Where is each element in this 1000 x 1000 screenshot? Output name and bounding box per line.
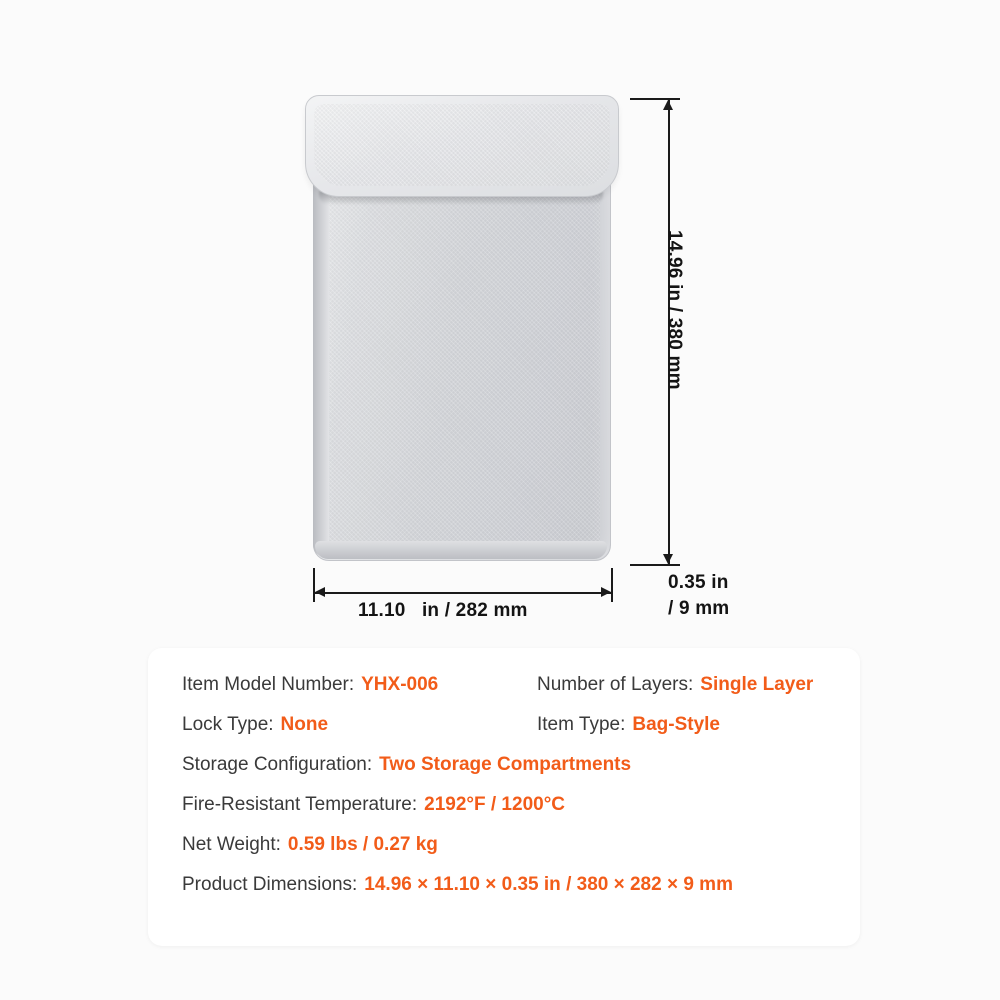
spec-number-of-layers — [537, 674, 813, 696]
fireproof-document-bag-image — [305, 95, 617, 565]
spec-label: Product Dimensions: — [182, 874, 358, 895]
width-dimension-value: 11.10 — [358, 600, 406, 621]
spec-value: 2192°F / 1200°C — [424, 794, 566, 815]
specification-card — [148, 648, 860, 946]
width-dimension-tick-right — [611, 568, 613, 602]
width-arrow-right-icon — [601, 587, 611, 597]
spec-row — [182, 834, 826, 856]
spec-storage-configuration — [182, 754, 631, 776]
spec-lock-type — [182, 714, 537, 736]
width-arrow-left-icon — [315, 587, 325, 597]
spec-value: 0.59 lbs / 0.27 kg — [287, 834, 438, 855]
height-arrow-down-icon — [663, 554, 673, 564]
spec-value: Bag-Style — [632, 714, 720, 735]
spec-row — [182, 874, 826, 896]
thickness-dimension-label — [668, 570, 778, 621]
spec-label: Item Model Number: — [182, 674, 355, 695]
spec-label: Fire-Resistant Temperature: — [182, 794, 418, 815]
spec-row — [182, 794, 826, 816]
height-dimension-label: 14.96 in / 380 mm — [664, 230, 685, 390]
width-dimension-label — [358, 600, 528, 622]
spec-value: None — [280, 714, 329, 735]
bag-bottom-edge — [315, 541, 607, 559]
thickness-dimension-line1: 0.35 in — [668, 572, 729, 593]
spec-row — [182, 754, 826, 776]
height-dimension-tick-bottom — [630, 564, 680, 566]
thickness-dimension-line2: / 9 mm — [668, 597, 730, 619]
spec-net-weight — [182, 834, 438, 856]
spec-value: 14.96 × 11.10 × 0.35 in / 380 × 282 × 9 mm — [364, 874, 733, 895]
spec-item-model-number — [182, 674, 537, 696]
spec-label: Item Type: — [537, 714, 626, 735]
spec-label: Storage Configuration: — [182, 754, 373, 775]
spec-value: Single Layer — [700, 674, 814, 695]
spec-item-type — [537, 714, 720, 736]
bag-left-edge — [313, 157, 329, 557]
spec-label: Number of Layers: — [537, 674, 694, 695]
spec-row — [182, 674, 826, 696]
spec-value: Two Storage Compartments — [379, 754, 632, 775]
height-arrow-up-icon — [663, 100, 673, 110]
bag-body — [313, 155, 611, 561]
spec-product-dimensions — [182, 874, 733, 896]
width-dimension-line — [313, 592, 613, 594]
spec-fire-resistant-temperature — [182, 794, 565, 816]
width-dimension-unit: in / 282 mm — [421, 600, 528, 621]
spec-value: YHX-006 — [361, 674, 439, 695]
spec-row — [182, 714, 826, 736]
spec-label: Lock Type: — [182, 714, 274, 735]
spec-label: Net Weight: — [182, 834, 281, 855]
bag-flap — [305, 95, 619, 197]
